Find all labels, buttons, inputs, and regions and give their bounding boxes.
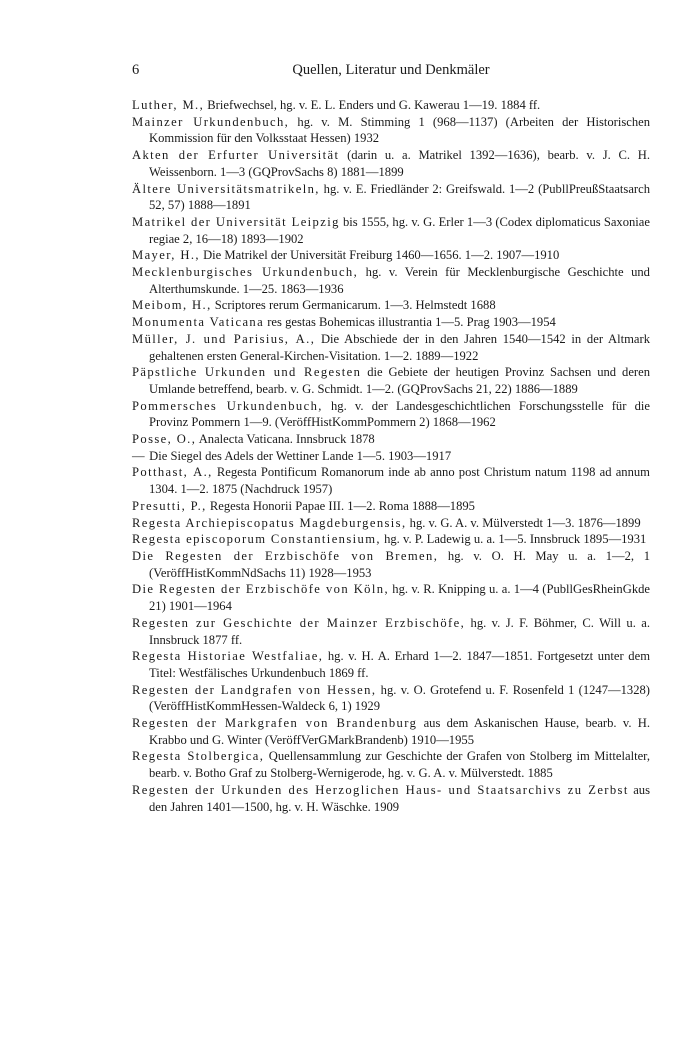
entry-lead: Ältere Universitätsmatrikeln,	[132, 181, 320, 196]
entry-lead: Müller, J. und Parisius, A.,	[132, 331, 316, 346]
entry-text: Regesta Pontificum Romanorum inde ab anno post Christum natum 1198 ad annum 1304. 1—2. 1875 (Nachdruck 1957)	[149, 465, 650, 497]
bibliography-entry	[132, 431, 650, 448]
entry-text: Scriptores rerum Germanicarum. 1—3. Helmstedt 1688	[211, 298, 496, 313]
entry-text: Die Matrikel der Universität Freiburg 1460—1656. 1—2. 1907—1910	[199, 248, 560, 263]
bibliography-entry	[132, 264, 650, 297]
bibliography-entry	[132, 398, 650, 431]
page-number: 6	[132, 62, 140, 78]
bibliography-entry	[132, 682, 650, 715]
entry-text: Analecta Vaticana. Innsbruck 1878	[196, 432, 375, 447]
bibliography-entry	[132, 648, 650, 681]
bibliography-list	[132, 97, 650, 815]
entry-text: hg. v. E. Friedländer 2: Greifswald. 1—2 (PubllPreußStaatsarch 52, 57) 1888—1891	[149, 181, 650, 213]
entry-lead: Regesten der Urkunden des Herzoglichen Haus- und Staatsarchivs zu Zerbst	[132, 782, 629, 797]
entry-text: Regesta Honorii Papae III. 1—2. Roma 1888—1895	[206, 498, 475, 513]
entry-lead: Regesten der Markgrafen von Brandenburg	[132, 716, 418, 731]
entry-text: hg. v. J. F. Böhmer, C. Will u. a. Innsbruck 1877 ff.	[149, 615, 650, 647]
entry-lead: —	[132, 448, 146, 463]
entry-text: hg. v. M. Stimming 1 (968—1137) (Arbeiten der Historischen Kommission für den Volksstaat Hessen) 1932	[149, 114, 651, 146]
entry-text: (darin u. a. Matrikel 1392—1636), bearb. v. J. C. H. Weissenborn. 1—3 (GQProvSachs 8) 1881—1899	[149, 148, 651, 179]
entry-lead: Regesten zur Geschichte der Mainzer Erzbischöfe,	[132, 615, 466, 630]
entry-lead: Regesten der Landgrafen von Hessen,	[132, 682, 377, 697]
entry-lead: Mainzer Urkundenbuch,	[132, 114, 290, 129]
entry-text: res gestas Bohemicas illustrantia 1—5. Prag 1903—1954	[264, 315, 556, 330]
bibliography-entry	[132, 448, 650, 465]
entry-text: hg. v. der Landesgeschichtlichen Forschungsstelle für die Provinz Pommern 1—9. (VeröffHistKommPommern 2) 1868—1962	[149, 398, 650, 430]
entry-lead: Monumenta Vaticana	[132, 315, 265, 330]
entry-text: aus den Jahren 1401—1500, hg. v. H. Wäschke. 1909	[149, 782, 650, 814]
entry-text: hg. v. O. H. May u. a. 1—2, 1 (VeröffHistKommNdSachs 11) 1928—1953	[149, 548, 651, 580]
entry-lead: Presutti, P.,	[132, 498, 207, 513]
entry-lead: Posse, O.,	[132, 432, 197, 447]
bibliography-entry	[132, 498, 650, 515]
bibliography-entry	[132, 364, 650, 397]
bibliography-entry	[132, 97, 650, 114]
entry-text: hg. v. H. A. Erhard 1—2. 1847—1851. Fortgesetzt unter dem Titel: Westfälisches Urkundenbuch 1869 ff.	[149, 649, 650, 680]
running-title: Quellen, Literatur und Denkmäler	[292, 62, 490, 78]
bibliography-entry	[132, 247, 650, 264]
entry-text: hg. v. O. Grotefend u. F. Rosenfeld 1 (1247—1328) (VeröffHistKommHessen-Waldeck 6, 1) 1929	[149, 682, 651, 714]
entry-text: Quellensammlung zur Geschichte der Grafen von Stolberg im Mittelalter, bearb. v. Botho Graf zu Stolberg-Wernigerode, hg. v. G. A. v. Mülverstedt. 1885	[149, 749, 650, 781]
bibliography-entry	[132, 114, 650, 147]
entry-lead: Matrikel der Universität Leipzig	[132, 214, 340, 229]
entry-text: Briefwechsel, hg. v. E. L. Enders und G. Kawerau 1—19. 1884 ff.	[204, 98, 541, 112]
bibliography-entry	[132, 181, 650, 214]
entry-lead: Päpstliche Urkunden und Regesten	[132, 365, 362, 380]
bibliography-entry	[132, 214, 650, 247]
bibliography-entry	[132, 748, 650, 781]
entry-lead: Die Regesten der Erzbischöfe von Bremen,	[132, 548, 439, 563]
entry-lead: Regesta Historiae Westfaliae,	[132, 649, 324, 664]
entry-lead: Pommersches Urkundenbuch,	[132, 398, 323, 413]
entry-text: hg. v. Verein für Mecklenburgische Geschichte und Alterthumskunde. 1—25. 1863—1936	[149, 265, 650, 296]
entry-text: Die Abschiede der in den Jahren 1540—1542 in der Altmark gehaltenen ersten General-Kirchen-Visitation. 1—2. 1889—1922	[149, 331, 650, 363]
bibliography-entry	[132, 297, 650, 314]
entry-lead: Meibom, H.,	[132, 298, 212, 313]
bibliography-entry	[132, 531, 650, 548]
entry-lead: Mayer, H.,	[132, 248, 200, 263]
bibliography-entry	[132, 615, 650, 648]
bibliography-entry	[132, 464, 650, 497]
bibliography-entry	[132, 715, 650, 748]
entry-lead: Regesta Archiepiscopatus Magdeburgensis,	[132, 515, 407, 530]
entry-lead: Potthast, A.,	[132, 465, 213, 480]
page-header	[132, 62, 650, 84]
bibliography-entry	[132, 331, 650, 364]
bibliography-entry	[132, 548, 650, 581]
entry-text: bis 1555, hg. v. G. Erler 1—3 (Codex diplomaticus Saxoniae regiae 2, 16—18) 1893—1902	[149, 214, 650, 246]
entry-text: die Gebiete der heutigen Provinz Sachsen und deren Umlande betreffend, bearb. v. G. Schmidt. 1—2. (GQProvSachs 21, 22) 1886—1889	[149, 365, 650, 396]
bibliography-entry	[132, 314, 650, 331]
entry-text: aus dem Askanischen Hause, bearb. v. H. Krabbo und G. Winter (VeröffVerGMarkBrandenb) 1910—1955	[149, 716, 650, 747]
bibliography-entry	[132, 581, 650, 614]
entry-lead: Mecklenburgisches Urkundenbuch,	[132, 265, 359, 280]
entry-lead: Luther, M.,	[132, 98, 205, 112]
bibliography-entry	[132, 147, 650, 180]
entry-lead: Regesta episcoporum Constantiensium,	[132, 532, 381, 547]
entry-text: Die Siegel des Adels der Wettiner Lande 1—5. 1903—1917	[145, 448, 452, 463]
bibliography-entry	[132, 515, 650, 532]
entry-text: hg. v. R. Knipping u. a. 1—4 (PubllGesRheinGkde 21) 1901—1964	[149, 582, 651, 614]
entry-text: hg. v. P. Ladewig u. a. 1—5. Innsbruck 1895—1931	[380, 532, 647, 547]
entry-lead: Regesta Stolbergica,	[132, 749, 265, 764]
bibliography-entry	[132, 782, 650, 815]
entry-lead: Die Regesten der Erzbischöfe von Köln,	[132, 582, 389, 597]
entry-text: hg. v. G. A. v. Mülverstedt 1—3. 1876—1899	[406, 515, 641, 530]
entry-lead: Akten der Erfurter Universität	[132, 148, 340, 163]
